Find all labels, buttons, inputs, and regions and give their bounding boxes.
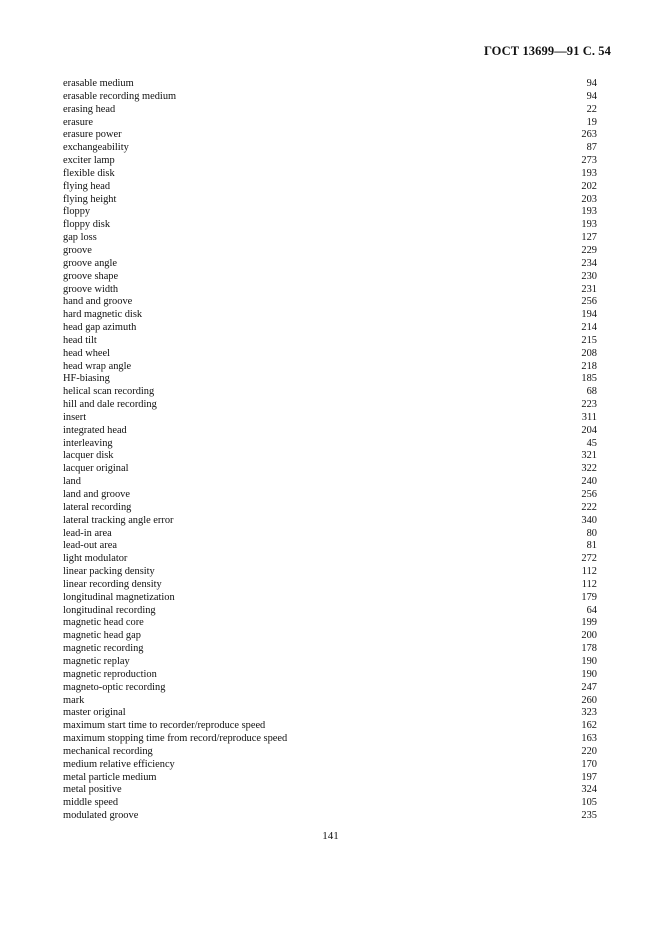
index-term: lead-in area <box>63 527 112 539</box>
index-entry <box>63 656 597 669</box>
index-entry <box>63 322 597 335</box>
index-entry <box>63 566 597 579</box>
index-entry <box>63 386 597 399</box>
index-entry <box>63 296 597 309</box>
index-page-ref: 80 <box>586 527 597 539</box>
index-entry <box>63 810 597 823</box>
index-page-ref: 94 <box>586 78 597 89</box>
index-entry <box>63 682 597 695</box>
index-page-ref: 234 <box>581 257 597 269</box>
index-term: interleaving <box>63 437 113 449</box>
index-page-ref: 193 <box>581 219 597 231</box>
index-term: groove width <box>63 283 119 295</box>
index-term: floppy <box>63 206 91 218</box>
index-page-ref: 193 <box>581 167 597 179</box>
index-page-ref: 324 <box>581 784 597 796</box>
index-page-ref: 204 <box>581 424 597 436</box>
index-entry <box>63 335 597 348</box>
index-term: head wheel <box>63 347 111 359</box>
index-page-ref: 273 <box>581 155 597 167</box>
index-page-ref: 340 <box>581 514 597 526</box>
index-page-ref: 112 <box>581 578 597 590</box>
index-term: magnetic head core <box>63 617 144 629</box>
index-term: hill and dale recording <box>63 399 157 411</box>
index-entry <box>63 515 597 528</box>
index-term: lateral tracking angle error <box>63 514 174 526</box>
index-term: flying height <box>63 193 117 205</box>
index-page-ref: 323 <box>581 707 597 719</box>
index-page-ref: 199 <box>581 617 597 629</box>
index-entry <box>63 412 597 425</box>
index-term: flexible disk <box>63 167 115 179</box>
index-page-ref: 272 <box>581 553 597 565</box>
index-entry <box>63 232 597 245</box>
index-term: erasable medium <box>63 78 134 89</box>
index-term: magneto-optic recording <box>63 681 166 693</box>
index-term: integrated head <box>63 424 127 436</box>
index-entry <box>63 425 597 438</box>
index-page-ref: 197 <box>581 771 597 783</box>
index-page-ref: 322 <box>581 463 597 475</box>
index-entry <box>63 245 597 258</box>
index-page-ref: 222 <box>581 501 597 513</box>
index-entry <box>63 194 597 207</box>
index-term: maximum stopping time from record/reproduce speed <box>63 733 288 745</box>
index-term: head tilt <box>63 334 97 346</box>
index-entry <box>63 206 597 219</box>
index-page-ref: 127 <box>581 232 597 244</box>
index-entry <box>63 476 597 489</box>
index-entry <box>63 142 597 155</box>
index-page-ref: 256 <box>581 489 597 500</box>
index-page-ref: 256 <box>581 296 597 308</box>
index-entry <box>63 553 597 566</box>
index-entry <box>63 502 597 515</box>
index-entry <box>63 450 597 463</box>
index-entry <box>63 617 597 630</box>
index-term: linear packing density <box>63 566 155 578</box>
index-term: lateral recording <box>63 501 132 513</box>
index-term: flying head <box>63 180 111 192</box>
index-entry <box>63 168 597 181</box>
index-term: insert <box>63 411 87 423</box>
index-entry <box>63 463 597 476</box>
index-page-ref: 203 <box>581 193 597 205</box>
index-page-ref: 208 <box>581 347 597 359</box>
index-page-ref: 45 <box>586 437 597 449</box>
index-term: modulated groove <box>63 810 139 822</box>
index-page-ref: 162 <box>581 720 597 732</box>
index-page-ref: 229 <box>581 244 597 256</box>
index-page-ref: 193 <box>581 206 597 218</box>
index-entry <box>63 579 597 592</box>
index-entry <box>63 797 597 810</box>
index-page-ref: 263 <box>581 129 597 141</box>
index-page-ref: 178 <box>581 643 597 655</box>
index-entry <box>63 284 597 297</box>
index-entry <box>63 91 597 104</box>
index-page-ref: 231 <box>581 283 597 295</box>
index-term: magnetic recording <box>63 643 144 655</box>
index-term: master original <box>63 707 126 719</box>
index-term: exchangeability <box>63 142 129 154</box>
index-page-ref: 200 <box>581 630 597 642</box>
index-term: magnetic reproduction <box>63 668 157 680</box>
index-page-ref: 194 <box>581 309 597 321</box>
page-header: ГОСТ 13699—91 С. 54 <box>483 44 611 58</box>
index-page-ref: 185 <box>581 373 597 385</box>
index-entry <box>63 695 597 708</box>
index-term: floppy disk <box>63 219 111 231</box>
index-entry <box>63 528 597 541</box>
index-term: land <box>63 476 81 488</box>
index-term: gap loss <box>63 232 97 244</box>
index-term: hand and groove <box>63 296 133 308</box>
index-term: longitudinal magnetization <box>63 591 175 603</box>
index-page-ref: 220 <box>581 745 597 757</box>
index-term: middle speed <box>63 797 119 809</box>
index-entry <box>63 605 597 618</box>
index-page-ref: 19 <box>586 116 597 128</box>
index-entry <box>63 540 597 553</box>
index-term: erasure <box>63 116 93 128</box>
index-entry <box>63 720 597 733</box>
index-term: linear recording density <box>63 578 162 590</box>
index-term: groove shape <box>63 270 119 282</box>
index-page-ref: 94 <box>586 90 597 102</box>
index-page-ref: 81 <box>586 540 597 552</box>
index-entry <box>63 399 597 412</box>
index-term: head gap azimuth <box>63 322 137 334</box>
index-entry <box>63 784 597 797</box>
index-entry <box>63 348 597 361</box>
index-term: helical scan recording <box>63 386 155 398</box>
index-term: medium relative efficiency <box>63 758 175 770</box>
index-term: lacquer original <box>63 463 129 475</box>
index-page-ref: 87 <box>586 142 597 154</box>
index-page-ref: 215 <box>581 334 597 346</box>
index-term: maximum start time to recorder/reproduce speed <box>63 720 266 732</box>
index-entry <box>63 438 597 451</box>
index-term: groove angle <box>63 257 117 269</box>
index-term: groove <box>63 244 92 256</box>
index-page-ref: 247 <box>581 681 597 693</box>
index-term: longitudinal recording <box>63 604 156 616</box>
index-entry <box>63 707 597 720</box>
index-term: exciter lamp <box>63 155 115 167</box>
index-term: erasable recording medium <box>63 90 177 102</box>
index-page-ref: 321 <box>581 450 597 462</box>
index-term: light modulator <box>63 553 128 565</box>
index-page-ref: 179 <box>581 591 597 603</box>
index-term: mark <box>63 694 85 706</box>
index-page-ref: 311 <box>581 411 597 423</box>
index-page-ref: 214 <box>581 322 597 334</box>
index-term: metal positive <box>63 784 122 796</box>
index-page-ref: 223 <box>581 399 597 411</box>
index-entry <box>63 309 597 322</box>
index-term: hard magnetic disk <box>63 309 143 321</box>
index-page-ref: 170 <box>581 758 597 770</box>
index-entry <box>63 117 597 130</box>
index-entry <box>63 258 597 271</box>
index-page-ref: 64 <box>586 604 597 616</box>
index-term: land and groove <box>63 489 130 500</box>
index-entry <box>63 181 597 194</box>
index-page-ref: 190 <box>581 655 597 667</box>
index-entry <box>63 489 597 502</box>
index-entry <box>63 759 597 772</box>
index-page-ref: 22 <box>586 103 597 115</box>
index-term: mechanical recording <box>63 745 153 757</box>
index-entry <box>63 630 597 643</box>
index-page-ref: 260 <box>581 694 597 706</box>
index-page-ref: 230 <box>581 270 597 282</box>
index-page-ref: 190 <box>581 668 597 680</box>
index-entry <box>63 772 597 785</box>
index-entry <box>63 78 597 91</box>
term-index-list <box>63 78 597 823</box>
index-term: lacquer disk <box>63 450 114 462</box>
index-term: magnetic replay <box>63 655 130 667</box>
index-term: erasure power <box>63 129 122 141</box>
index-entry <box>63 373 597 386</box>
index-page-ref: 163 <box>581 733 597 745</box>
index-entry <box>63 733 597 746</box>
page-number: 141 <box>322 830 339 842</box>
index-term: HF-biasing <box>63 373 110 385</box>
index-term: lead-out area <box>63 540 117 552</box>
index-term: metal particle medium <box>63 771 157 783</box>
index-entry <box>63 643 597 656</box>
index-entry <box>63 271 597 284</box>
index-entry <box>63 746 597 759</box>
index-page-ref: 218 <box>581 360 597 372</box>
index-term: magnetic head gap <box>63 630 141 642</box>
index-page-ref: 105 <box>581 797 597 809</box>
index-entry <box>63 219 597 232</box>
index-entry <box>63 592 597 605</box>
index-term: head wrap angle <box>63 360 132 372</box>
index-page-ref: 235 <box>581 810 597 822</box>
index-entry <box>63 669 597 682</box>
index-page-ref: 112 <box>581 566 597 578</box>
index-entry <box>63 129 597 142</box>
index-page-ref: 202 <box>581 180 597 192</box>
index-entry <box>63 361 597 374</box>
index-page-ref: 68 <box>586 386 597 398</box>
index-entry <box>63 104 597 117</box>
index-page-ref: 240 <box>581 476 597 488</box>
index-entry <box>63 155 597 168</box>
index-term: erasing head <box>63 103 116 115</box>
